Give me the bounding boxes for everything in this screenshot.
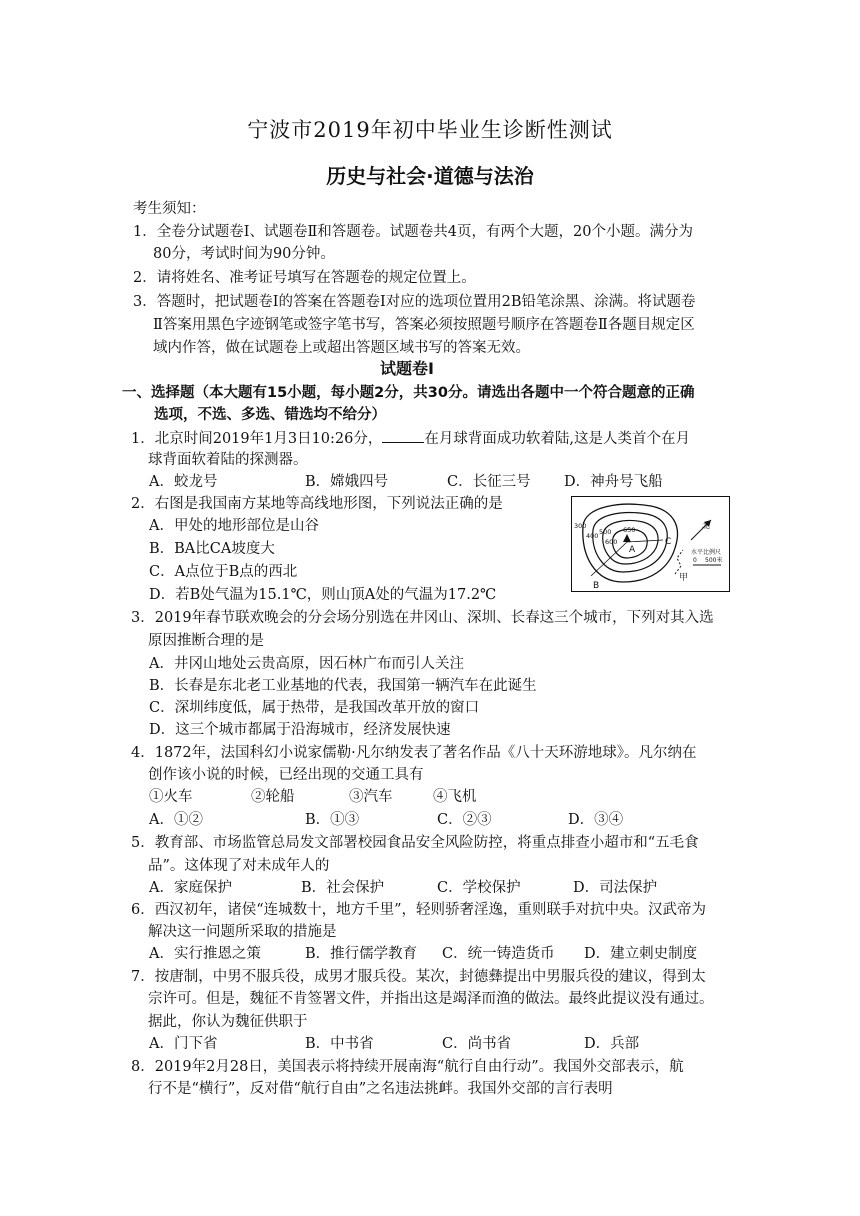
contour-label-650: 650 [623,526,636,534]
notice-item-3-line-2: Ⅱ答案用黑色字迹钢笔或签字笔书写，答案必须按照题号顺序在答题卷Ⅱ各题目规定区 [153,317,695,333]
notice-item-2: 2．请将姓名、准考证号填写在答题卷的规定位置上。 [133,270,476,286]
question-4-item-4: ④飞机 [433,789,477,805]
question-5-option-c: C．学校保护 [437,880,521,896]
question-2-option-d: D．若B处气温为15.1℃，则山顶A处的气温为17.2℃ [149,587,497,603]
scale-value: 500米 [705,557,723,564]
question-1-stem-post: 在月球背面成功软着陆,这是人类首个在月 [424,431,690,447]
point-label-c: C [665,537,672,547]
question-4-option-a: A．①② [149,812,203,828]
question-2-stem: 2．右图是我国南方某地等高线地形图，下列说法正确的是 [131,496,503,512]
question-2-option-b: B．BA比CA坡度大 [149,541,275,557]
section-heading-line-1: 一、选择题（本大题有15小题，每小题2分，共30分。请选出各题中一个符合题意的正确 [122,385,695,401]
question-2-option-c: C．A点位于B点的西北 [149,564,298,580]
question-1-option-b: B．嫦娥四号 [305,474,389,490]
question-3-stem-line-1: 3．2019年春节联欢晚会的分会场分别选在井冈山、深圳、长春这三个城市，下列对其入选 [131,610,714,626]
question-4-stem-line-1: 4．1872年，法国科幻小说家儒勒·凡尔纳发表了著名作品《八十天环游地球》。凡尔纳在 [131,745,697,761]
question-8-stem-line-2: 行不是“横行”，反对借“航行自由”之名违法挑衅。我国外交部的言行表明 [148,1081,613,1097]
scale-label: 水平比例尺 [691,549,722,556]
question-7-stem-line-1: 7．按唐制，中男不服兵役，成男才服兵役。某次，封德彝提出中男服兵役的建议，得到太 [131,969,706,985]
paper-label: 试题卷Ⅰ [380,359,434,378]
question-8-stem-line-1: 8．2019年2月28日，美国表示将持续开展南海“航行自由行动”。我国外交部表示，航 [131,1059,684,1075]
answer-blank [382,428,424,443]
question-3-option-c: C．深圳纬度低，属于热带，是我国改革开放的窗口 [149,700,480,716]
question-6-option-c: C．统一铸造货币 [442,946,555,962]
contour-label-600: 600 [605,538,618,546]
question-1-stem-line-2: 球背面软着陆的探测器。 [148,452,308,468]
question-7-option-b: B．中书省 [305,1036,374,1052]
question-5-option-d: D．司法保护 [573,880,658,896]
question-4-option-b: B．①③ [305,812,360,828]
north-label: 北 [702,521,710,530]
question-5-stem-line-1: 5．教育部、市场监管总局发文部署校园食品安全风险防控，将重点排查小超市和“五毛食 [131,835,699,851]
point-label-b: B [593,581,600,591]
question-6-stem-line-2: 解决这一问题所采取的措施是 [148,924,337,940]
question-4-option-c: C．②③ [437,812,492,828]
point-label-a: A [629,545,636,555]
question-5-option-a: A．家庭保护 [149,880,232,896]
question-7-stem-line-3: 据此，你认为魏征供职于 [148,1014,308,1030]
question-6-option-d: D．建立刺史制度 [584,946,698,962]
question-2-option-a: A．甲处的地形部位是山谷 [149,518,319,534]
notice-heading: 考生须知： [133,201,206,217]
exam-title: 宁波市2019年初中毕业生诊断性测试 [247,118,613,142]
question-3-stem-line-2: 原因推断合理的是 [148,633,264,649]
exam-subtitle: 历史与社会·道德与法治 [326,164,534,188]
question-7-option-d: D．兵部 [584,1036,640,1052]
question-4-item-1: ①火车 [149,789,193,805]
question-5-option-b: B．社会保护 [301,880,385,896]
notice-item-3-line-1: 3．答题时，把试题卷Ⅰ的答案在答题卷Ⅰ对应的选项位置用2B铅笔涂黑、涂满。将试题卷 [133,294,696,310]
notice-item-1-line-1: 1．全卷分试题卷Ⅰ、试题卷Ⅱ和答题卷。试题卷共4页，有两个大题，20个小题。满分为 [133,224,693,240]
question-3-option-d: D．这三个城市都属于沿海城市，经济发展快速 [149,722,451,738]
question-1-option-c: C．长征三号 [447,474,531,490]
question-1-stem-line-1 [131,428,690,449]
contour-map [571,496,730,592]
question-6-stem-line-1: 6．西汉初年，诸侯“连城数十，地方千里”，轻则骄奢淫逸，重则联手对抗中央。汉武帝为 [131,902,707,918]
question-5-stem-line-2: 品”。这体现了对未成年人的 [148,858,330,874]
point-label-jia: 甲 [679,573,689,583]
question-6-option-b: B．推行儒学教育 [305,946,418,962]
question-7-option-c: C．尚书省 [442,1036,512,1052]
question-4-option-d: D．③④ [568,812,624,828]
question-4-item-2: ②轮船 [251,789,295,805]
question-4-stem-line-2: 创作该小说的时候，已经出现的交通工具有 [148,767,424,783]
contour-label-400: 400 [586,532,599,540]
scale-zero: 0 [693,557,697,564]
question-7-stem-line-2: 宗许可。但是，魏征不肯签署文件，并指出这是竭泽而渔的做法。最终此提议没有通过。 [148,991,714,1007]
section-heading-line-2: 选项，不选、多选、错选均不给分） [154,407,386,423]
question-1-option-d: D．神舟号飞船 [564,474,663,490]
question-1-option-a: A．蛟龙号 [149,474,218,490]
question-3-option-b: B．长春是东北老工业基地的代表，我国第一辆汽车在此诞生 [149,678,537,694]
notice-item-3-line-3: 域内作答，做在试题卷上或超出答题区域书写的答案无效。 [153,340,530,356]
question-3-option-a: A．井冈山地处云贵高原，因石林广布而引人关注 [149,656,464,672]
notice-item-1-line-2: 80分，考试时间为90分钟。 [153,246,335,262]
question-7-option-a: A．门下省 [149,1036,218,1052]
question-6-option-a: A．实行推恩之策 [149,946,261,962]
question-4-item-3: ③汽车 [349,789,393,805]
contour-label-300: 300 [574,522,587,530]
contour-label-500: 500 [599,528,612,536]
question-1-stem-pre: 1．北京时间2019年1月3日10:26分， [131,431,383,447]
